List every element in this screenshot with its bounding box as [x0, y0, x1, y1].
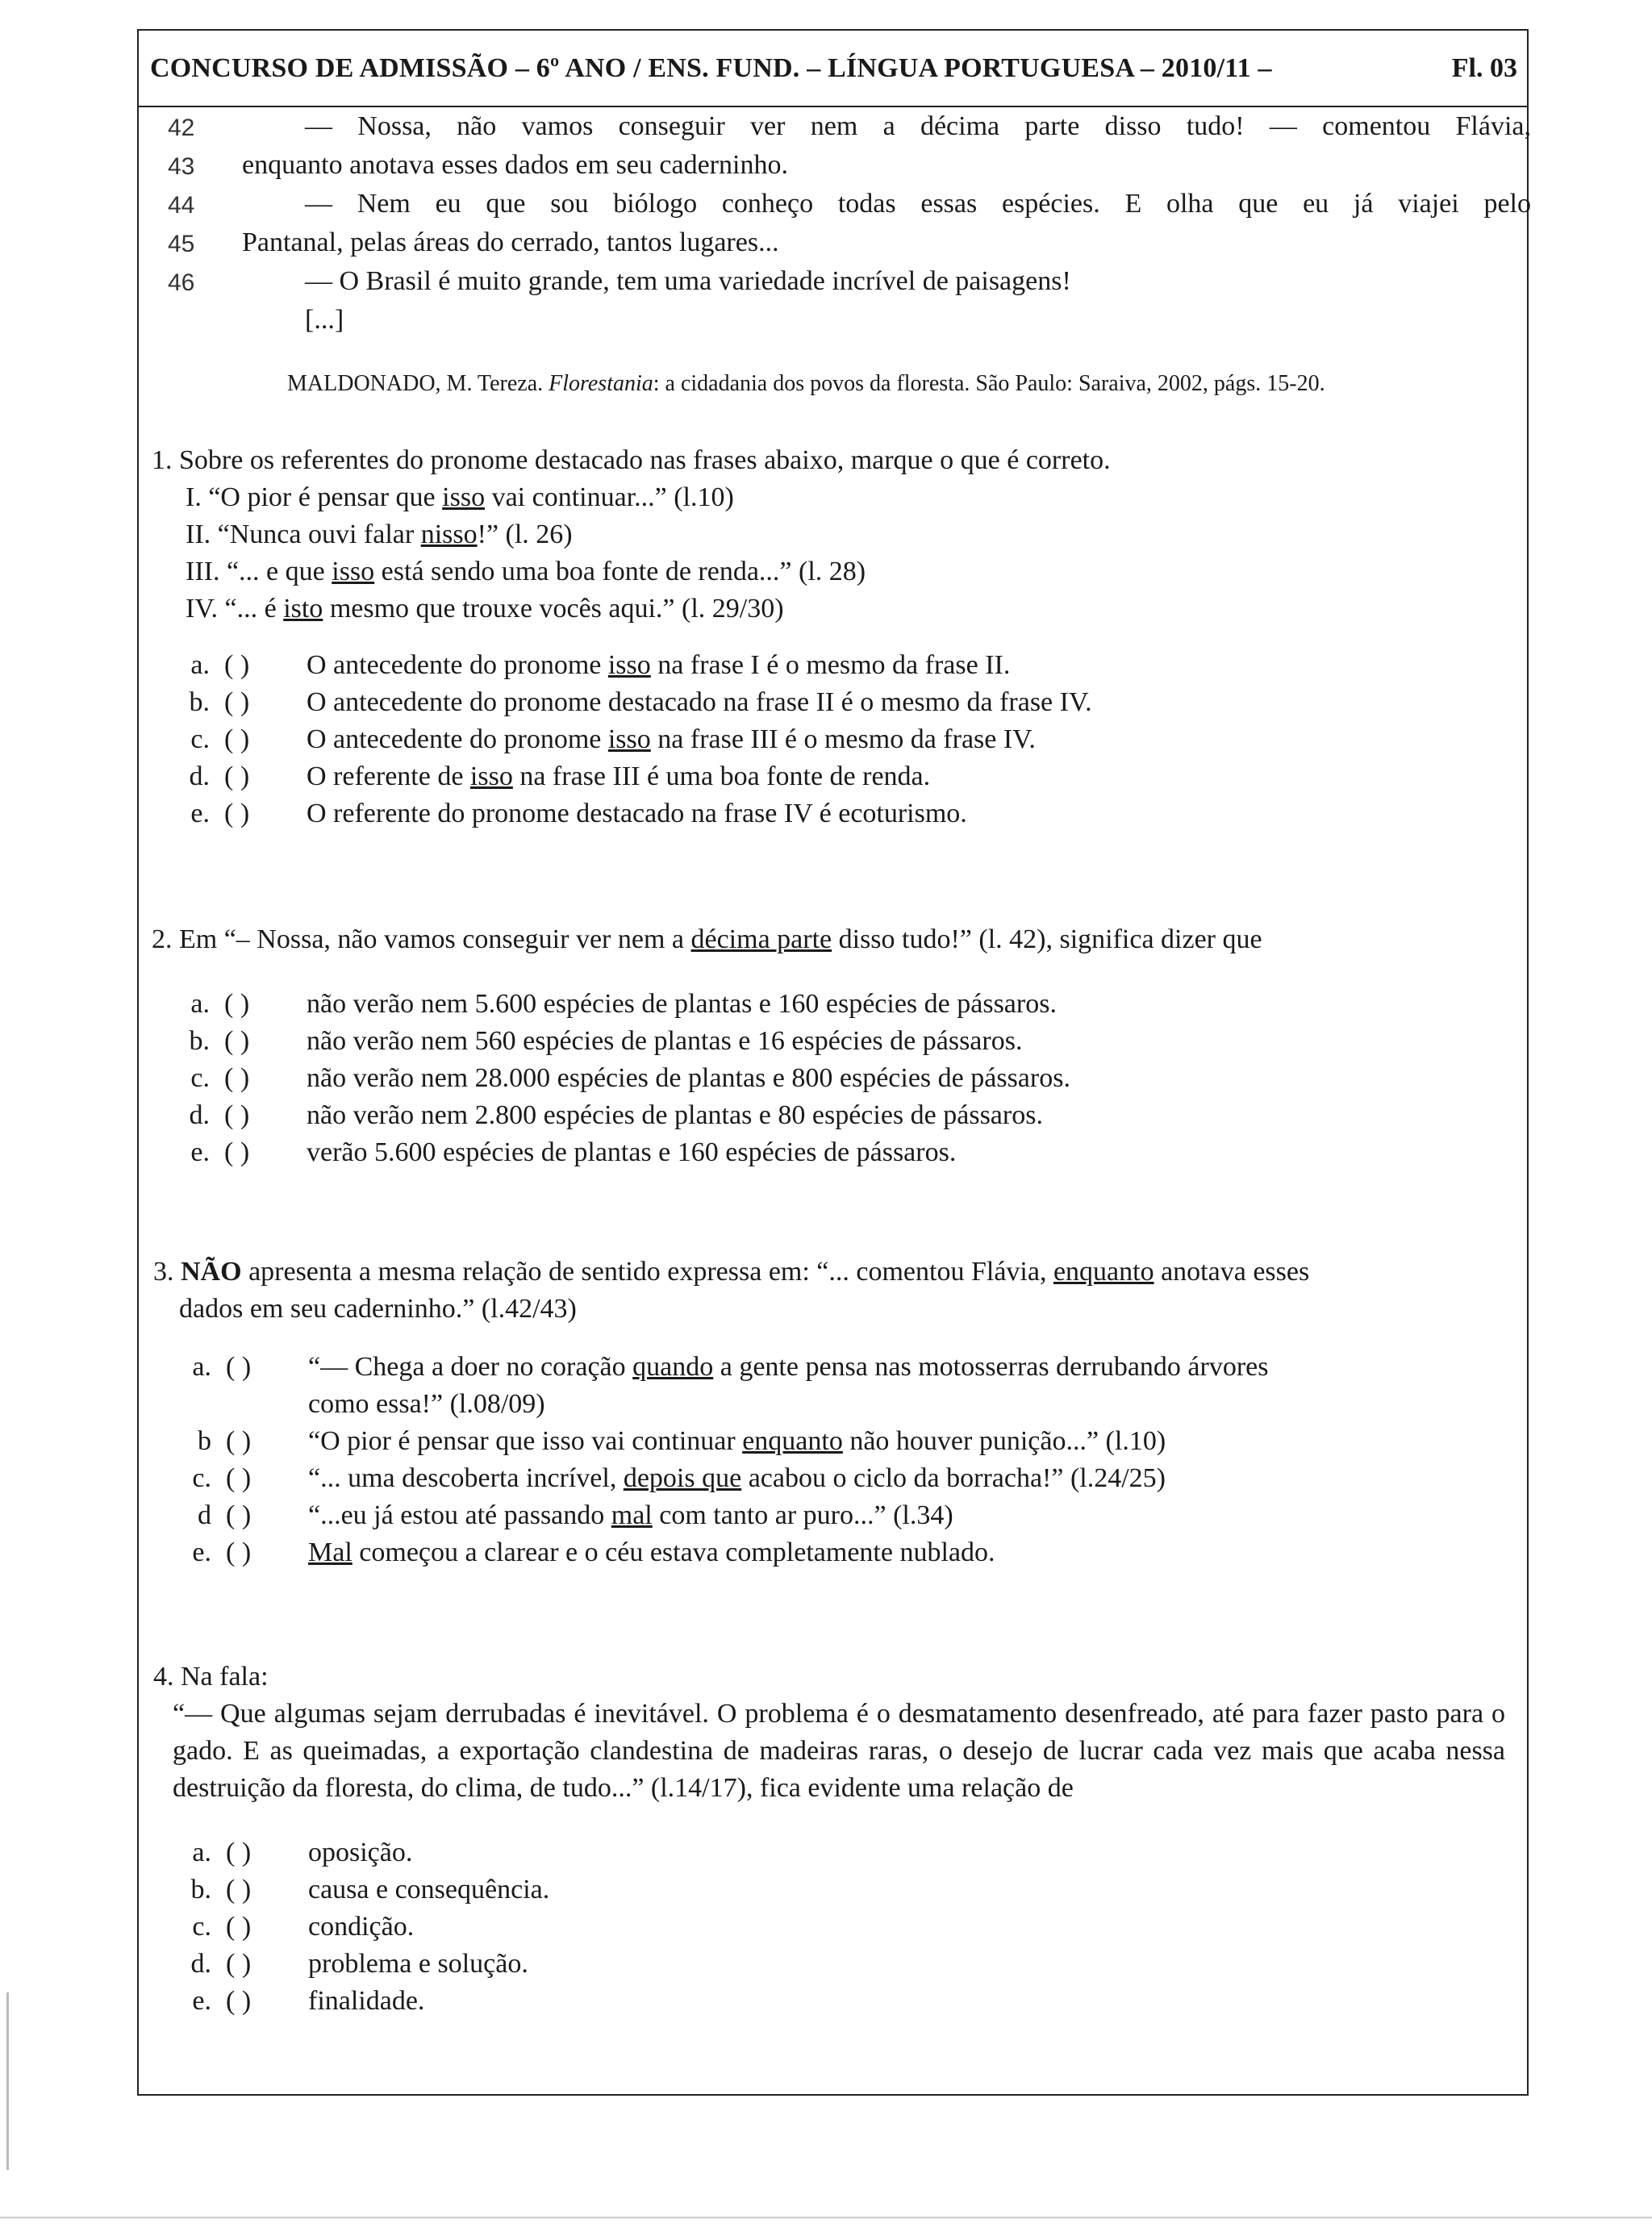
answer-checkbox[interactable]: ( ): [224, 687, 250, 717]
answer-checkbox[interactable]: ( ): [224, 724, 250, 754]
answer-checkbox[interactable]: ( ): [224, 989, 250, 1019]
question-1: [152, 442, 1523, 832]
scan-bottom-line: [0, 2217, 1652, 2218]
text-line: [168, 263, 1531, 302]
sentence-item: I. “O pior é pensar que isso vai continuar...” (l.10): [186, 482, 734, 512]
answer-checkbox[interactable]: ( ): [226, 1986, 252, 2016]
question-4: [153, 1658, 1525, 2020]
answer-checkbox[interactable]: ( ): [224, 650, 250, 680]
line-text: — Nossa, não vamos conseguir ver nem a décima parte disso tudo! — comentou Flávia,: [305, 111, 1531, 141]
answer-option-e[interactable]: e. ( ) finalidade.: [153, 1983, 1525, 2020]
line-text: enquanto anotava esses dados em seu caderninho.: [242, 150, 788, 180]
question-2: [152, 921, 1523, 1171]
answer-option-c[interactable]: c. ( ) não verão nem 28.000 espécies de plantas e 800 espécies de pássaros.: [152, 1060, 1523, 1097]
answer-option-b[interactable]: b ( ) “O pior é pensar que isso vai continuar enquanto não houver punição...” (l.10): [153, 1423, 1525, 1460]
answer-options: [153, 1349, 1525, 1571]
sentence-item: III. “... e que isso está sendo uma boa fonte de renda...” (l. 28): [186, 557, 866, 586]
question-stem: 3. NÃO apresenta a mesma relação de sentido expressa em: “... comentou Flávia, enquanto anotava esses: [153, 1257, 1310, 1287]
answer-checkbox[interactable]: ( ): [226, 1912, 252, 1942]
reading-text: [168, 108, 1531, 339]
text-line: [168, 186, 1531, 224]
line-number: 43: [168, 153, 195, 180]
answer-checkbox[interactable]: ( ): [226, 1463, 252, 1493]
answer-checkbox[interactable]: ( ): [226, 1500, 252, 1530]
line-number: 42: [168, 115, 195, 141]
line-number: 46: [168, 269, 195, 296]
page-number: Fl. 03: [1451, 52, 1517, 83]
question-stem-line2: dados em seu caderninho.” (l.42/43): [179, 1294, 577, 1324]
answer-option-e[interactable]: e. ( ) O referente do pronome destacado na frase IV é ecoturismo.: [152, 795, 1523, 832]
answer-option-c[interactable]: c. ( ) “... uma descoberta incrível, depois que acabou o ciclo da borracha!” (l.24/25): [153, 1460, 1525, 1497]
ellipsis-marker: [...]: [305, 305, 344, 335]
quoted-passage: “— Que algumas sejam derrubadas é inevitável. O problema é o desmatamento desenfreado, até para fazer pasto para o gado. E as queimadas, a exportação clandestina de madeiras raras, o desejo de lucrar cada vez mais que acaba nessa destruição da floresta, do clima, de tudo...” (l.14/17), fica evidente uma relação de: [173, 1699, 1505, 1803]
exam-title: CONCURSO DE ADMISSÃO – 6º ANO / ENS. FUND. – LÍNGUA PORTUGUESA – 2010/11 –: [150, 52, 1272, 83]
answer-checkbox[interactable]: ( ): [224, 761, 250, 791]
question-stem: 2. Em “– Nossa, não vamos conseguir ver nem a décima parte disso tudo!” (l. 42), significa dizer que: [152, 924, 1262, 954]
answer-options: [152, 647, 1523, 832]
scan-edge-mark: [6, 1992, 9, 2170]
answer-checkbox[interactable]: ( ): [224, 1137, 250, 1167]
answer-option-d[interactable]: d. ( ) problema e solução.: [153, 1946, 1525, 1983]
answer-checkbox[interactable]: ( ): [226, 1537, 252, 1567]
answer-option-d[interactable]: d. ( ) O referente de isso na frase III é uma boa fonte de renda.: [152, 758, 1523, 795]
answer-option-e[interactable]: e. ( ) Mal começou a clarear e o céu estava completamente nublado.: [153, 1534, 1525, 1571]
answer-checkbox[interactable]: ( ): [224, 1100, 250, 1130]
question-stem: 4. Na fala:: [153, 1662, 269, 1692]
sentence-item: IV. “... é isto mesmo que trouxe vocês aqui.” (l. 29/30): [186, 594, 784, 624]
answer-checkbox[interactable]: ( ): [224, 1026, 250, 1056]
answer-options: [152, 986, 1523, 1171]
answer-option-e[interactable]: e. ( ) verão 5.600 espécies de plantas e 160 espécies de pássaros.: [152, 1134, 1523, 1171]
text-line: [168, 302, 1531, 339]
answer-checkbox[interactable]: ( ): [224, 799, 250, 828]
answer-option-c[interactable]: c. ( ) condição.: [153, 1909, 1525, 1946]
emphasis-not: NÃO: [181, 1257, 242, 1287]
question-3: [153, 1254, 1525, 1571]
answer-option-a[interactable]: a. ( ) “— Chega a doer no coração quando a gente pensa nas motosserras derrubando árvores como essa!” (l.08/09): [153, 1349, 1525, 1423]
answer-checkbox[interactable]: ( ): [226, 1875, 252, 1905]
citation-author: MALDONADO, M. Tereza.: [287, 371, 549, 396]
answer-options: [153, 1834, 1525, 2020]
line-number: 45: [168, 231, 195, 257]
line-number: 44: [168, 192, 195, 219]
answer-option-c[interactable]: c. ( ) O antecedente do pronome isso na frase III é o mesmo da frase IV.: [152, 721, 1523, 758]
answer-option-d[interactable]: d ( ) “...eu já estou até passando mal com tanto ar puro...” (l.34): [153, 1497, 1525, 1534]
line-text: — O Brasil é muito grande, tem uma variedade incrível de paisagens!: [305, 266, 1071, 296]
line-text: — Nem eu que sou biólogo conheço todas essas espécies. E olha que eu já viajei pelo: [305, 189, 1531, 219]
answer-option-b[interactable]: b. ( ) O antecedente do pronome destacado na frase II é o mesmo da frase IV.: [152, 684, 1523, 721]
sentence-item: II. “Nunca ouvi falar nisso!” (l. 26): [186, 519, 573, 549]
source-citation: [287, 371, 1325, 397]
line-text: Pantanal, pelas áreas do cerrado, tantos lugares...: [242, 227, 779, 257]
question-stem: 1. Sobre os referentes do pronome destacado nas frases abaixo, marque o que é correto.: [152, 445, 1111, 475]
text-line: [168, 147, 1531, 186]
citation-details: : a cidadania dos povos da floresta. São Paulo: Saraiva, 2002, págs. 15-20.: [653, 371, 1325, 396]
answer-checkbox[interactable]: ( ): [226, 1426, 252, 1456]
text-line: [168, 224, 1531, 263]
answer-option-b[interactable]: b. ( ) não verão nem 560 espécies de plantas e 16 espécies de pássaros.: [152, 1023, 1523, 1060]
text-line: [168, 108, 1531, 147]
answer-option-d[interactable]: d. ( ) não verão nem 2.800 espécies de plantas e 80 espécies de pássaros.: [152, 1097, 1523, 1134]
citation-title: Florestania: [549, 371, 653, 396]
answer-option-a[interactable]: a. ( ) não verão nem 5.600 espécies de plantas e 160 espécies de pássaros.: [152, 986, 1523, 1023]
exam-header: [139, 31, 1527, 107]
answer-option-a[interactable]: a. ( ) O antecedente do pronome isso na frase I é o mesmo da frase II.: [152, 647, 1523, 684]
answer-checkbox[interactable]: ( ): [226, 1838, 252, 1867]
answer-option-b[interactable]: b. ( ) causa e consequência.: [153, 1871, 1525, 1909]
answer-checkbox[interactable]: ( ): [224, 1063, 250, 1093]
answer-option-a[interactable]: a. ( ) oposição.: [153, 1834, 1525, 1871]
answer-checkbox[interactable]: ( ): [226, 1949, 252, 1979]
answer-checkbox[interactable]: ( ): [226, 1352, 252, 1382]
